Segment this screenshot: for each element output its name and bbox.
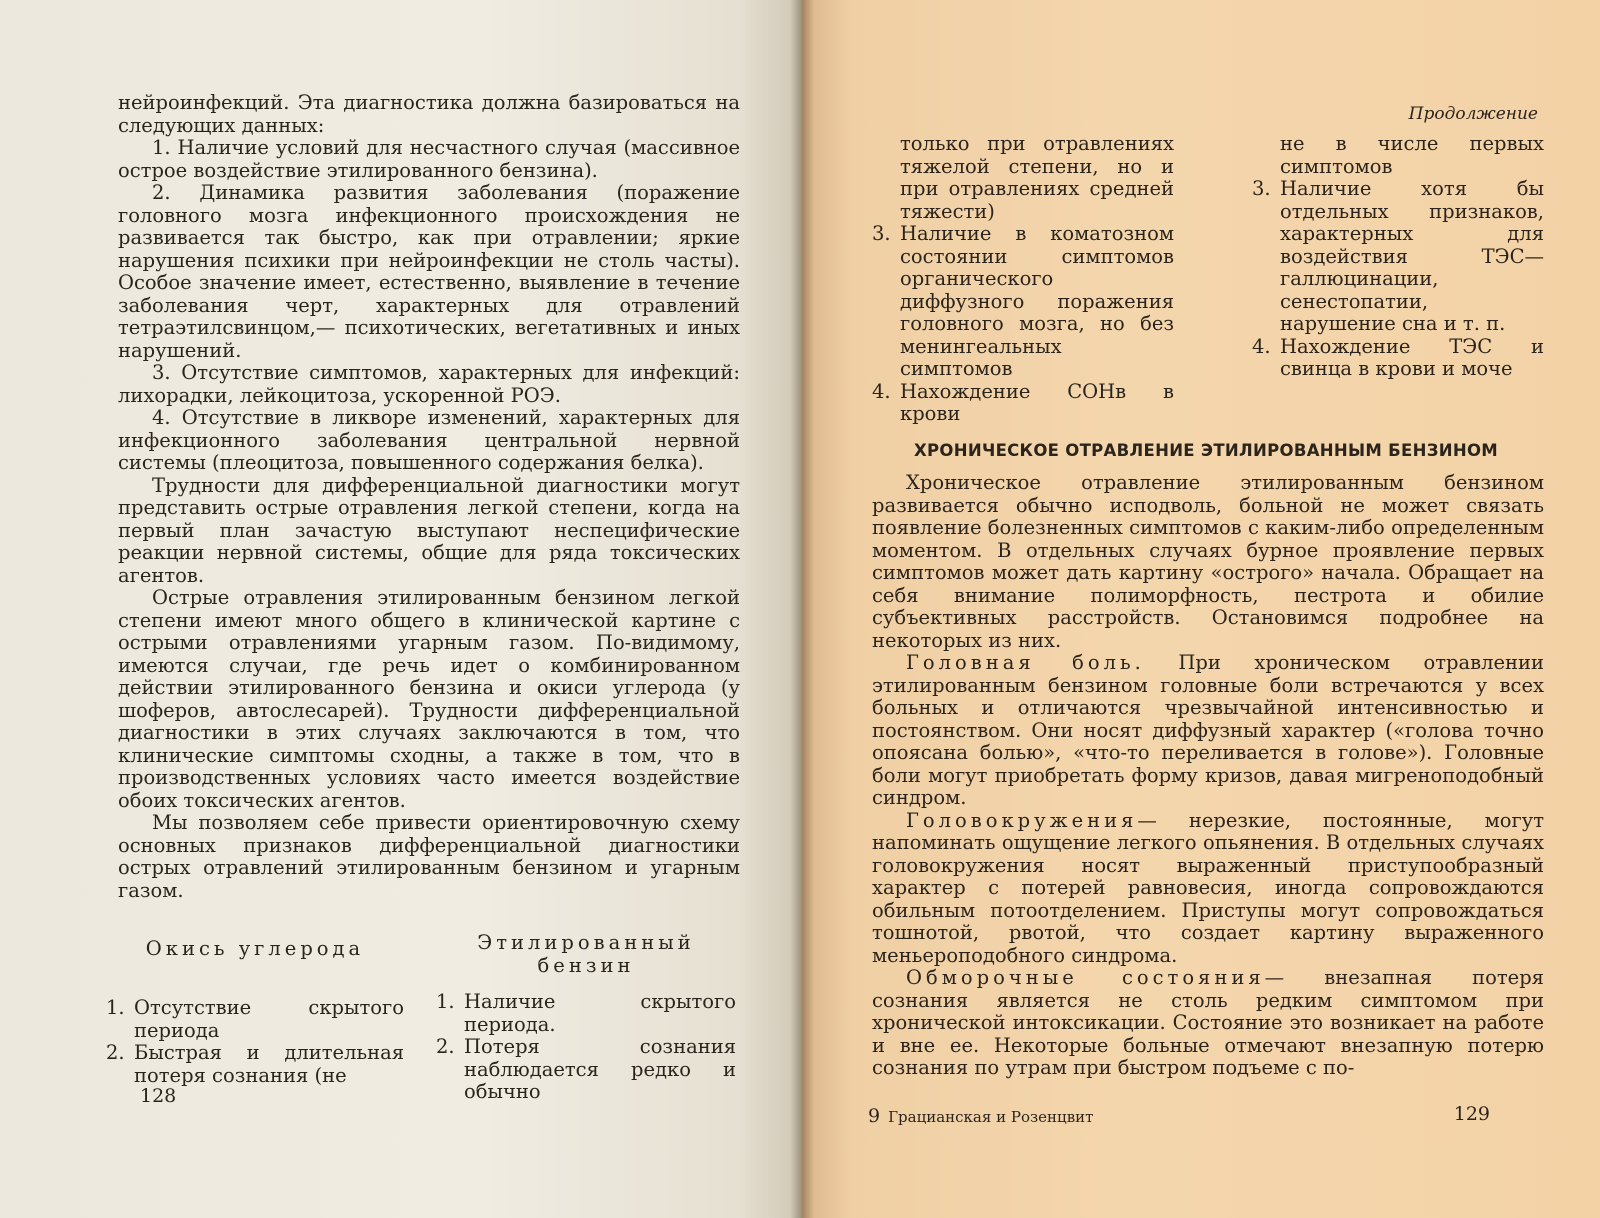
paragraph: 3. Отсутствие симптомов, характерных для инфекций: лихорадки, лейкоцитоза, ускоренной РОЭ. (118, 361, 740, 407)
table-item (872, 223, 1174, 381)
table-column-carbon-monoxide (872, 133, 1174, 426)
paragraph-text: — нерезкие, постоянные, могут напоминать ощущение легкого опьянения. В отдельных случаях головокружения носят выраженный приступообразный характер с потерей равновесия, иногда сопровождаются обильным потоотделением. Приступы могут сопровождаться тошнотой, рвотой, что создает картину выраженного меньероподобного синдрома. (872, 808, 1544, 967)
paragraph: 4. Отсутствие в ликворе изменений, характерных для инфекционного заболевания центральной нервной системы (плеоцитоза, повышенного содержания белка). (118, 406, 740, 474)
left-page-body (118, 92, 740, 902)
paragraph (872, 472, 1544, 652)
paragraph-text: При хроническом отравлении этилированным бензином головные боли встречаются у всех больных и отличаются чрезвычайной интенсивностью и постоянством. Они носят диффузный характер («голова точно опоясана болью», «что-то переливается в голове»). Головные боли могут приобретать форму кризов, давая мигреноподобный синдром. (872, 651, 1545, 809)
paragraph-lead: Головокружения (906, 808, 1138, 832)
table-item (106, 1042, 404, 1087)
item-number: 1. (436, 990, 455, 1013)
item-text: Отсутствие скрытого периода (134, 996, 404, 1042)
table-column-leaded-gasoline (1252, 133, 1544, 426)
item-text: Нахождение СОНв в крови (900, 379, 1174, 425)
item-number: 4. (872, 379, 891, 403)
paragraph-text: Хроническое отравление этилированным бензином развивается обычно исподволь, больной не может связать появление болезненных симптомов с каким-либо определенным моментом. В отдельных случаях бурное проявление первых симптомов может дать картину «острого» начала. Обращает на себя внимание полиморфность, пестрота и обилие субъективных расстройств. Остановимся подробнее на некоторых из них. (872, 471, 1544, 652)
right-page (802, 0, 1600, 1218)
item-text: Быстрая и длительная потеря сознания (не (134, 1041, 404, 1087)
item-text: Наличие в коматозном состоянии симптомов органического диффузного поражения головного мозга, но без менингеальных симптомов (900, 222, 1174, 380)
table-item (1252, 133, 1544, 178)
item-text: не в числе первых симптомов (1280, 132, 1544, 178)
right-page-body (872, 472, 1544, 1080)
table-column-header: Окись углерода (145, 937, 365, 960)
section-heading: ХРОНИЧЕСКОЕ ОТРАВЛЕНИЕ ЭТИЛИРОВАННЫМ БЕНЗИНОМ (913, 441, 1498, 460)
table-items (1252, 133, 1544, 381)
table-item (436, 1036, 736, 1104)
table-item (872, 133, 1174, 223)
table-items (106, 997, 404, 1087)
table-items (436, 991, 736, 1104)
item-text: Наличие хотя бы отдельных признаков, характерных для воздействия ТЭС—галлюцинации, сенестопатии, нарушение сна и т. п. (1280, 177, 1544, 335)
paragraph-lead: Обморочные состояния (906, 966, 1265, 989)
paragraph: Трудности для дифференциальной диагностики могут представить острые отравления легкой степени, когда на первый план зачастую выступают неспецифические реакции нервной системы, общие для ряда токсических агентов. (118, 473, 740, 587)
page-number: 128 (140, 1085, 177, 1107)
item-number: 3. (1252, 177, 1271, 200)
paragraph-lead: Головная боль. (906, 651, 1145, 674)
table-item (1252, 178, 1544, 336)
paragraph-text: — внезапная потеря сознания является не столь редким симптомом при хронической интоксикации. Состояние это возникает на работе и вне ее. Некоторые больные отмечают внезапную потерю сознания по утрам при быстром подъеме с по- (872, 966, 1544, 1079)
item-number: 2. (436, 1035, 455, 1058)
item-number: 1. (106, 996, 125, 1019)
item-number: 4. (1252, 334, 1271, 358)
comparison-table-continued (872, 133, 1544, 426)
item-number: 2. (106, 1041, 125, 1064)
paragraph: нейроинфекций. Эта диагностика должна базироваться на следующих данных: (118, 91, 740, 137)
item-text: только при отравлениях тяжелой степени, но и при отравлениях средней тяжести) (900, 132, 1174, 223)
table-item (436, 991, 736, 1036)
item-text: Наличие скрытого периода. (464, 990, 736, 1036)
page-footer-signature (868, 1105, 1093, 1127)
item-number: 3. (872, 222, 891, 245)
table-item (872, 381, 1174, 426)
continued-label: Продолжение (1408, 104, 1538, 124)
page-number: 129 (1453, 1103, 1490, 1125)
signature-number: 9 (868, 1105, 881, 1127)
paragraph: 1. Наличие условий для несчастного случая (массивное острое воздействие этилированного бензина). (118, 136, 740, 182)
table-items (872, 133, 1174, 426)
paragraph: Острые отравления этилированным бензином легкой степени имеют много общего в клинической картине с острыми отравлениями угарным газом. По-видимому, имеются случаи, где речь идет о комбинированном действии этилированного бензина и окиси углерода (у шоферов, автослесарей). Трудности дифференциальной диагностики в этих случаях заключаются в том, что клинические симптомы сходны, а также в том, что в производственных условиях часто имеется воздействие обоих токсических агентов. (118, 586, 740, 812)
comparison-table (106, 932, 736, 1104)
item-text: Нахождение ТЭС и свинца в крови и моче (1280, 334, 1544, 380)
table-item (106, 997, 404, 1042)
table-item (1252, 336, 1544, 381)
paragraph (872, 810, 1544, 968)
item-text: Потеря сознания наблюдается редко и обычно (464, 1035, 736, 1103)
paragraph: 2. Динамика развития заболевания (поражение головного мозга инфекционного происхождения не развивается так быстро, как при отравлении; яркие нарушения психики при нейроинфекции не столь часты). Особое значение имеет, естественно, выявление в течение заболевания черт, характерных для отравлений тетраэтилсвинцом,— психотических, вегетативных и иных нарушений. (118, 181, 740, 362)
table-column-leaded-gasoline (436, 932, 736, 1104)
table-column-carbon-monoxide (106, 932, 404, 1104)
table-column-header: Этилированный бензин (477, 931, 695, 977)
paragraph (872, 967, 1544, 1080)
paragraph (872, 652, 1544, 810)
footer-authors: Грацианская и Розенцвит (888, 1108, 1094, 1126)
paragraph: Мы позволяем себе привести ориентировочную схему основных признаков дифференциальной диагностики острых отравлений этилированным бензином и угарным газом. (118, 811, 740, 902)
